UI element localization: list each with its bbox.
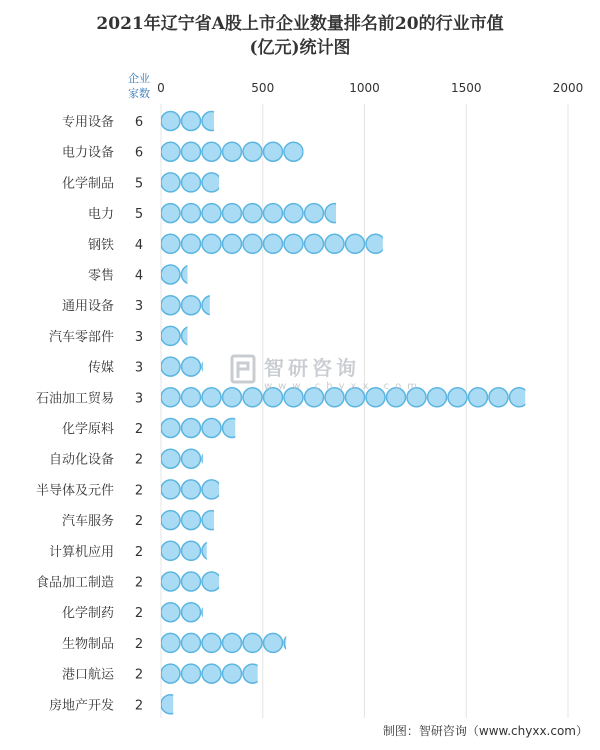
value-bar <box>161 511 242 530</box>
value-bubble <box>182 173 201 192</box>
value-bubble <box>161 296 180 315</box>
value-bubble <box>387 234 406 253</box>
value-bubble <box>325 234 344 253</box>
value-bubble <box>182 633 201 652</box>
value-bubble <box>161 419 180 438</box>
value-bubble <box>223 572 242 591</box>
value-bubble <box>243 664 262 683</box>
value-bubble <box>223 142 242 161</box>
value-bubble <box>202 234 221 253</box>
category-label: 汽车零部件 <box>48 329 114 345</box>
chart-row <box>62 112 242 131</box>
value-bubble <box>223 419 242 438</box>
value-bubble <box>284 204 303 223</box>
value-bubble <box>202 142 221 161</box>
company-count-label: 2 <box>134 483 144 499</box>
chart-row <box>49 695 201 714</box>
value-bubble <box>223 633 242 652</box>
value-bubble <box>223 173 242 192</box>
value-bubble <box>264 204 283 223</box>
value-bubble <box>448 388 467 407</box>
chart-row <box>88 234 406 253</box>
company-count-label: 3 <box>134 360 144 376</box>
chart-row <box>36 480 242 499</box>
value-bar <box>161 142 324 161</box>
value-bubble <box>202 388 221 407</box>
value-bubble <box>161 112 180 131</box>
company-count-label: 5 <box>134 207 144 223</box>
category-label: 电力 <box>87 207 114 223</box>
value-bubble <box>182 265 201 284</box>
value-bubble <box>202 419 221 438</box>
grid-lines <box>161 104 568 718</box>
value-bubble <box>161 449 180 468</box>
value-bubble <box>161 388 180 407</box>
value-bubble <box>161 326 180 345</box>
value-bubble <box>223 511 242 530</box>
value-bubble <box>346 204 365 223</box>
chart-row <box>62 296 242 315</box>
chart-row <box>62 511 242 530</box>
chart-title-line1: 2021年辽宁省A股上市企业数量排名前20的行业市值 <box>96 14 504 34</box>
category-label: 港口航运 <box>61 667 114 683</box>
company-count-label: 4 <box>134 268 144 284</box>
x-tick-label: 1500 <box>450 81 482 95</box>
chart-row <box>88 204 365 223</box>
value-bubble <box>428 388 447 407</box>
category-label: 化学制药 <box>61 606 114 622</box>
watermark <box>230 352 423 392</box>
category-label: 汽车服务 <box>61 514 114 530</box>
x-tick-label: 0 <box>157 81 165 95</box>
value-bubble <box>510 388 529 407</box>
value-bubble <box>223 603 242 622</box>
value-bubble <box>202 265 221 284</box>
value-bubble <box>182 541 201 560</box>
value-bubble <box>305 633 324 652</box>
value-bubble <box>305 142 324 161</box>
chart-row <box>88 357 242 376</box>
category-label: 零售 <box>87 268 114 284</box>
value-bar <box>161 326 221 345</box>
chart-row <box>62 633 324 652</box>
value-bubble <box>182 234 201 253</box>
chart-row <box>36 572 242 591</box>
x-tick-label: 500 <box>251 81 275 95</box>
value-bubble <box>202 296 221 315</box>
x-tick-label: 1000 <box>349 81 380 95</box>
value-bubble <box>161 265 180 284</box>
value-bubble <box>243 419 262 438</box>
value-bubble <box>182 449 201 468</box>
value-bubble <box>366 234 385 253</box>
value-bar <box>161 234 406 253</box>
value-bubble <box>161 142 180 161</box>
value-bubble <box>182 204 201 223</box>
chart-row <box>62 419 262 438</box>
category-label: 专用设备 <box>61 115 114 130</box>
value-bubble <box>469 388 488 407</box>
value-bubble <box>223 112 242 131</box>
value-bubble <box>325 204 344 223</box>
watermark-logo-icon <box>230 354 256 384</box>
value-bubble <box>223 541 242 560</box>
value-bubble <box>161 541 180 560</box>
value-bubble <box>264 633 283 652</box>
chart-row <box>49 326 221 345</box>
chart-row <box>62 173 242 192</box>
value-bar <box>161 173 242 192</box>
company-count-label: 2 <box>134 422 144 437</box>
company-count-label: 6 <box>134 115 144 130</box>
value-bubble <box>305 234 324 253</box>
value-bubble <box>202 173 221 192</box>
chart-row <box>49 541 242 560</box>
count-column-header-line2: 家数 <box>128 87 150 100</box>
value-bubble <box>243 142 262 161</box>
chart-row <box>49 449 242 468</box>
value-bubble <box>243 234 262 253</box>
value-bar <box>161 603 242 622</box>
company-count-label: 3 <box>134 329 144 345</box>
company-count-label: 6 <box>134 145 144 161</box>
value-bubble <box>202 480 221 499</box>
value-bar <box>161 695 201 714</box>
count-column-header-line1: 企业 <box>128 72 150 85</box>
value-bar <box>161 541 242 560</box>
company-count-label: 2 <box>134 514 144 530</box>
value-bar <box>161 296 242 315</box>
value-bubble <box>161 511 180 530</box>
company-count-label: 2 <box>134 452 144 468</box>
value-bubble <box>489 388 508 407</box>
value-bubble <box>182 112 201 131</box>
category-label: 钢铁 <box>87 237 114 253</box>
chart-row <box>62 142 324 161</box>
value-bubble <box>182 296 201 315</box>
value-bar <box>161 265 221 284</box>
value-bar <box>161 572 242 591</box>
value-bubble <box>223 296 242 315</box>
chart-title-line2: (亿元)统计图 <box>249 38 351 58</box>
value-bubble <box>202 326 221 345</box>
company-count-label: 5 <box>134 176 144 192</box>
value-bubble <box>284 633 303 652</box>
category-label: 化学原料 <box>61 422 114 437</box>
value-bar <box>161 112 242 131</box>
value-bubble <box>264 234 283 253</box>
value-bubble <box>161 357 180 376</box>
chart-row <box>62 664 283 683</box>
value-bubble <box>161 695 180 714</box>
value-bubble <box>182 603 201 622</box>
company-count-label: 2 <box>134 667 144 683</box>
value-bubble <box>182 695 201 714</box>
value-bubble <box>182 357 201 376</box>
value-bubble <box>161 664 180 683</box>
value-bubble <box>223 480 242 499</box>
chart-rows <box>36 112 549 714</box>
value-bubble <box>202 541 221 560</box>
value-bubble <box>202 357 221 376</box>
value-bubble <box>161 633 180 652</box>
category-label: 计算机应用 <box>48 544 114 560</box>
category-label: 房地产开发 <box>48 698 114 714</box>
value-bubble <box>161 204 180 223</box>
category-label: 石油加工贸易 <box>35 391 114 407</box>
value-bar <box>161 633 324 652</box>
value-bubble <box>202 449 221 468</box>
value-bubble <box>182 572 201 591</box>
chart-row <box>62 603 242 622</box>
value-bubble <box>223 204 242 223</box>
value-bubble <box>202 204 221 223</box>
value-bubble <box>161 173 180 192</box>
company-count-label: 4 <box>134 237 144 253</box>
value-bar <box>161 419 262 438</box>
company-count-label: 2 <box>134 575 144 591</box>
value-bubble <box>182 388 201 407</box>
value-bubble <box>202 664 221 683</box>
value-bubble <box>161 234 180 253</box>
value-bubble <box>264 664 283 683</box>
value-bubble <box>223 234 242 253</box>
value-bubble <box>161 572 180 591</box>
company-count-label: 2 <box>134 698 144 714</box>
value-bubble <box>182 511 201 530</box>
value-bubble <box>284 234 303 253</box>
x-tick-label: 2000 <box>552 81 584 95</box>
category-label: 通用设备 <box>61 299 114 315</box>
company-count-label: 2 <box>134 606 144 622</box>
chart-row <box>88 265 221 284</box>
value-bubble <box>243 204 262 223</box>
category-label: 传媒 <box>87 360 114 376</box>
value-bubble <box>202 112 221 131</box>
company-count-label: 2 <box>134 636 144 652</box>
category-label: 半导体及元件 <box>35 483 114 499</box>
value-bubble <box>243 633 262 652</box>
value-bubble <box>202 572 221 591</box>
value-bubble <box>202 603 221 622</box>
value-bar <box>161 664 283 683</box>
category-label: 化学制品 <box>61 176 114 192</box>
value-bubble <box>182 142 201 161</box>
value-bubble <box>182 664 201 683</box>
chart-footer-source: 制图：智研咨询（www.chyxx.com） <box>382 724 588 738</box>
category-label: 生物制品 <box>61 636 114 652</box>
value-bubble <box>530 388 549 407</box>
company-count-label: 3 <box>134 391 144 407</box>
value-bubble <box>305 204 324 223</box>
value-bubble <box>182 419 201 438</box>
x-axis-ticks <box>157 81 583 95</box>
company-count-label: 2 <box>134 544 144 560</box>
value-bubble <box>182 326 201 345</box>
category-label: 食品加工制造 <box>35 575 114 591</box>
company-count-label: 3 <box>134 299 144 315</box>
value-bubble <box>346 234 365 253</box>
value-bubble <box>202 633 221 652</box>
watermark-text: 智研咨询 <box>264 356 360 380</box>
value-bar <box>161 480 242 499</box>
category-label: 自动化设备 <box>48 452 114 468</box>
category-label: 电力设备 <box>61 145 114 161</box>
value-bubble <box>264 142 283 161</box>
value-bubble <box>284 142 303 161</box>
value-bubble <box>182 480 201 499</box>
value-bubble <box>202 511 221 530</box>
value-bubble <box>223 449 242 468</box>
value-bubble <box>161 603 180 622</box>
value-bubble <box>161 480 180 499</box>
value-bubble <box>223 664 242 683</box>
watermark-url: www.chyxx.com <box>264 381 423 392</box>
value-bar <box>161 449 242 468</box>
